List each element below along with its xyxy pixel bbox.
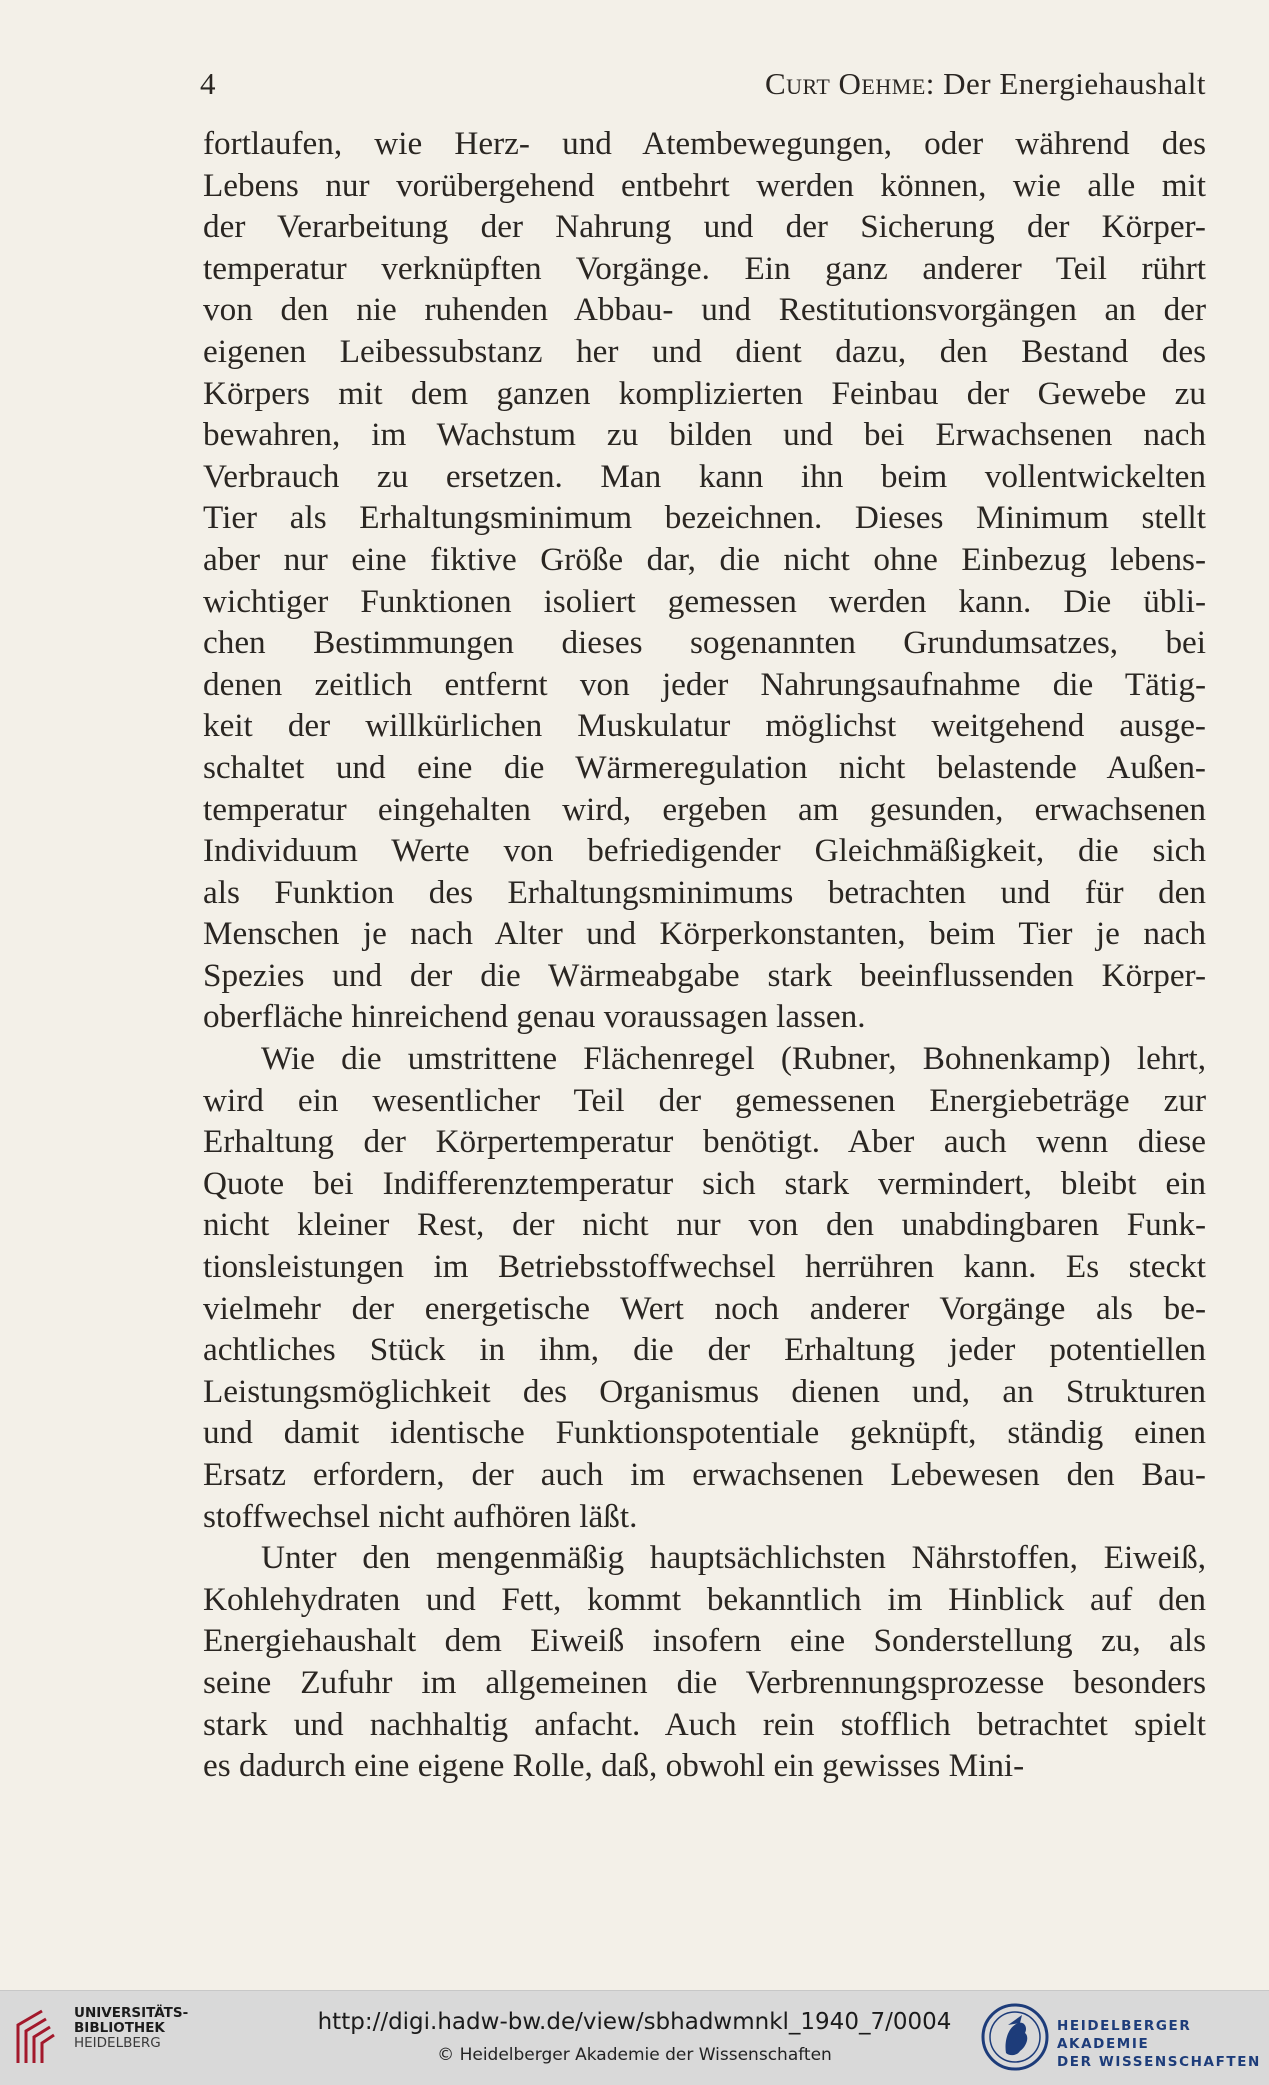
- text-line: Ersatz erfordern, der auch im erwachsenen Lebewesen den Bau-: [203, 1456, 1206, 1493]
- text-line: seine Zufuhr im allgemeinen die Verbrennungsprozesse besonders: [203, 1663, 1206, 1701]
- text-line: Lebens nur vorübergehend entbehrt werden können, wie alle mit: [203, 166, 1206, 204]
- text-line: wichtiger Funktionen isoliert gemessen werden kann. Die übli-: [203, 582, 1206, 620]
- page-header: [200, 66, 1206, 106]
- text-line: keit der willkürlichen Muskulatur möglichst weitgehend ausge-: [203, 707, 1206, 745]
- text-line: bewahren, im Wachstum zu bilden und bei Erwachsenen nach: [203, 416, 1206, 454]
- library-line-2: BIBLIOTHEK: [74, 2020, 165, 2036]
- text-line: Quote bei Indifferenztemperatur sich stark vermindert, bleibt ein: [203, 1164, 1206, 1202]
- academy-line-2: DER WISSENSCHAFTEN: [1057, 2054, 1261, 2070]
- body-text: [203, 123, 1206, 1787]
- text-line: und damit identische Funktionspotentiale geknüpft, ständig einen: [203, 1414, 1206, 1452]
- text-line: vielmehr der energetische Wert noch anderer Vorgänge als be-: [203, 1289, 1206, 1327]
- paragraph: [203, 123, 1206, 1038]
- text-line: Körpers mit dem ganzen komplizierten Feinbau der Gewebe zu: [203, 374, 1206, 412]
- running-head: [765, 66, 1206, 102]
- text-line: Leistungsmöglichkeit des Organismus dienen und, an Strukturen: [203, 1372, 1206, 1410]
- running-head-title: : Der Energiehaushalt: [925, 66, 1206, 101]
- text-line: Individuum Werte von befriedigender Gleichmäßigkeit, die sich: [203, 832, 1206, 870]
- text-line: Tier als Erhaltungsminimum bezeichnen. Dieses Minimum stellt: [203, 499, 1206, 537]
- text-line: Energiehaushalt dem Eiweiß insofern eine Sonderstellung zu, als: [203, 1622, 1206, 1660]
- text-line: achtliches Stück in ihm, die der Erhaltung jeder potentiellen: [203, 1331, 1206, 1369]
- text-line: aber nur eine fiktive Größe dar, die nicht ohne Einbezug lebens-: [203, 540, 1206, 578]
- academy-seal-icon: [980, 2001, 1050, 2073]
- page-number: 4: [200, 66, 216, 101]
- text-line: Erhaltung der Körpertemperatur benötigt. Aber auch wenn diese: [203, 1123, 1206, 1161]
- text-line: chen Bestimmungen dieses sogenannten Grundumsatzes, bei: [203, 624, 1206, 662]
- copyright-notice: © Heidelberger Akademie der Wissenschaften: [437, 2045, 832, 2065]
- text-line: von den nie ruhenden Abbau- und Restitutionsvorgängen an der: [203, 291, 1206, 329]
- text-line: der Verarbeitung der Nahrung und der Sicherung der Körper-: [203, 208, 1206, 246]
- text-line: stark und nachhaltig anfacht. Auch rein stofflich betrachtet spielt: [203, 1705, 1206, 1743]
- text-line: als Funktion des Erhaltungsminimums betrachten und für den: [203, 873, 1206, 911]
- text-line: denen zeitlich entfernt von jeder Nahrungsaufnahme die Tätig-: [203, 665, 1206, 703]
- paragraph: [203, 1038, 1206, 1537]
- footer-bar: [0, 1990, 1269, 2085]
- text-line: wird ein wesentlicher Teil der gemessenen Energiebeträge zur: [203, 1081, 1206, 1119]
- text-line: temperatur eingehalten wird, ergeben am gesunden, erwachsenen: [203, 790, 1206, 828]
- text-line: temperatur verknüpften Vorgänge. Ein ganz anderer Teil rührt: [203, 249, 1206, 287]
- academy-name: [1057, 2017, 1269, 2071]
- text-line: Verbrauch zu ersetzen. Man kann ihn beim vollentwickelten: [203, 457, 1206, 495]
- academy-line-1: HEIDELBERGER AKADEMIE: [1057, 2018, 1192, 2052]
- text-line: oberfläche hinreichend genau voraussagen lassen.: [203, 998, 866, 1036]
- library-line-3: HEIDELBERG: [74, 2035, 161, 2051]
- text-line: Spezies und der die Wärmeabgabe stark beeinflussenden Körper-: [203, 956, 1206, 994]
- paragraph: [203, 1537, 1206, 1787]
- running-head-author: Curt Oehme: [764, 66, 926, 101]
- text-line: schaltet und eine die Wärmeregulation nicht belastende Außen-: [203, 748, 1206, 786]
- text-line: tionsleistungen im Betriebsstoffwechsel herrühren kann. Es steckt: [203, 1248, 1206, 1286]
- text-line: nicht kleiner Rest, der nicht nur von den unabdingbaren Funk-: [203, 1206, 1206, 1244]
- text-line: stoffwechsel nicht aufhören läßt.: [203, 1497, 638, 1535]
- text-line: Unter den mengenmäßig hauptsächlichsten Nährstoffen, Eiweiß,: [261, 1539, 1206, 1577]
- text-line: fortlaufen, wie Herz- und Atembewegungen, oder während des: [203, 125, 1206, 162]
- text-line: eigenen Leibessubstanz her und dient dazu, den Bestand des: [203, 332, 1206, 370]
- permalink-url[interactable]: http://digi.hadw-bw.de/view/sbhadwmnkl_1940_7/0004: [317, 2009, 952, 2035]
- text-line: Kohlehydraten und Fett, kommt bekanntlich im Hinblick auf den: [203, 1580, 1206, 1618]
- text-line: Menschen je nach Alter und Körperkonstanten, beim Tier je nach: [203, 915, 1206, 953]
- library-line-1: UNIVERSITÄTS-: [74, 2005, 189, 2021]
- text-line: Wie die umstrittene Flächenregel (Rubner, Bohnenkamp) lehrt,: [261, 1040, 1206, 1078]
- text-line: es dadurch eine eigene Rolle, daß, obwohl ein gewisses Mini-: [203, 1747, 1025, 1785]
